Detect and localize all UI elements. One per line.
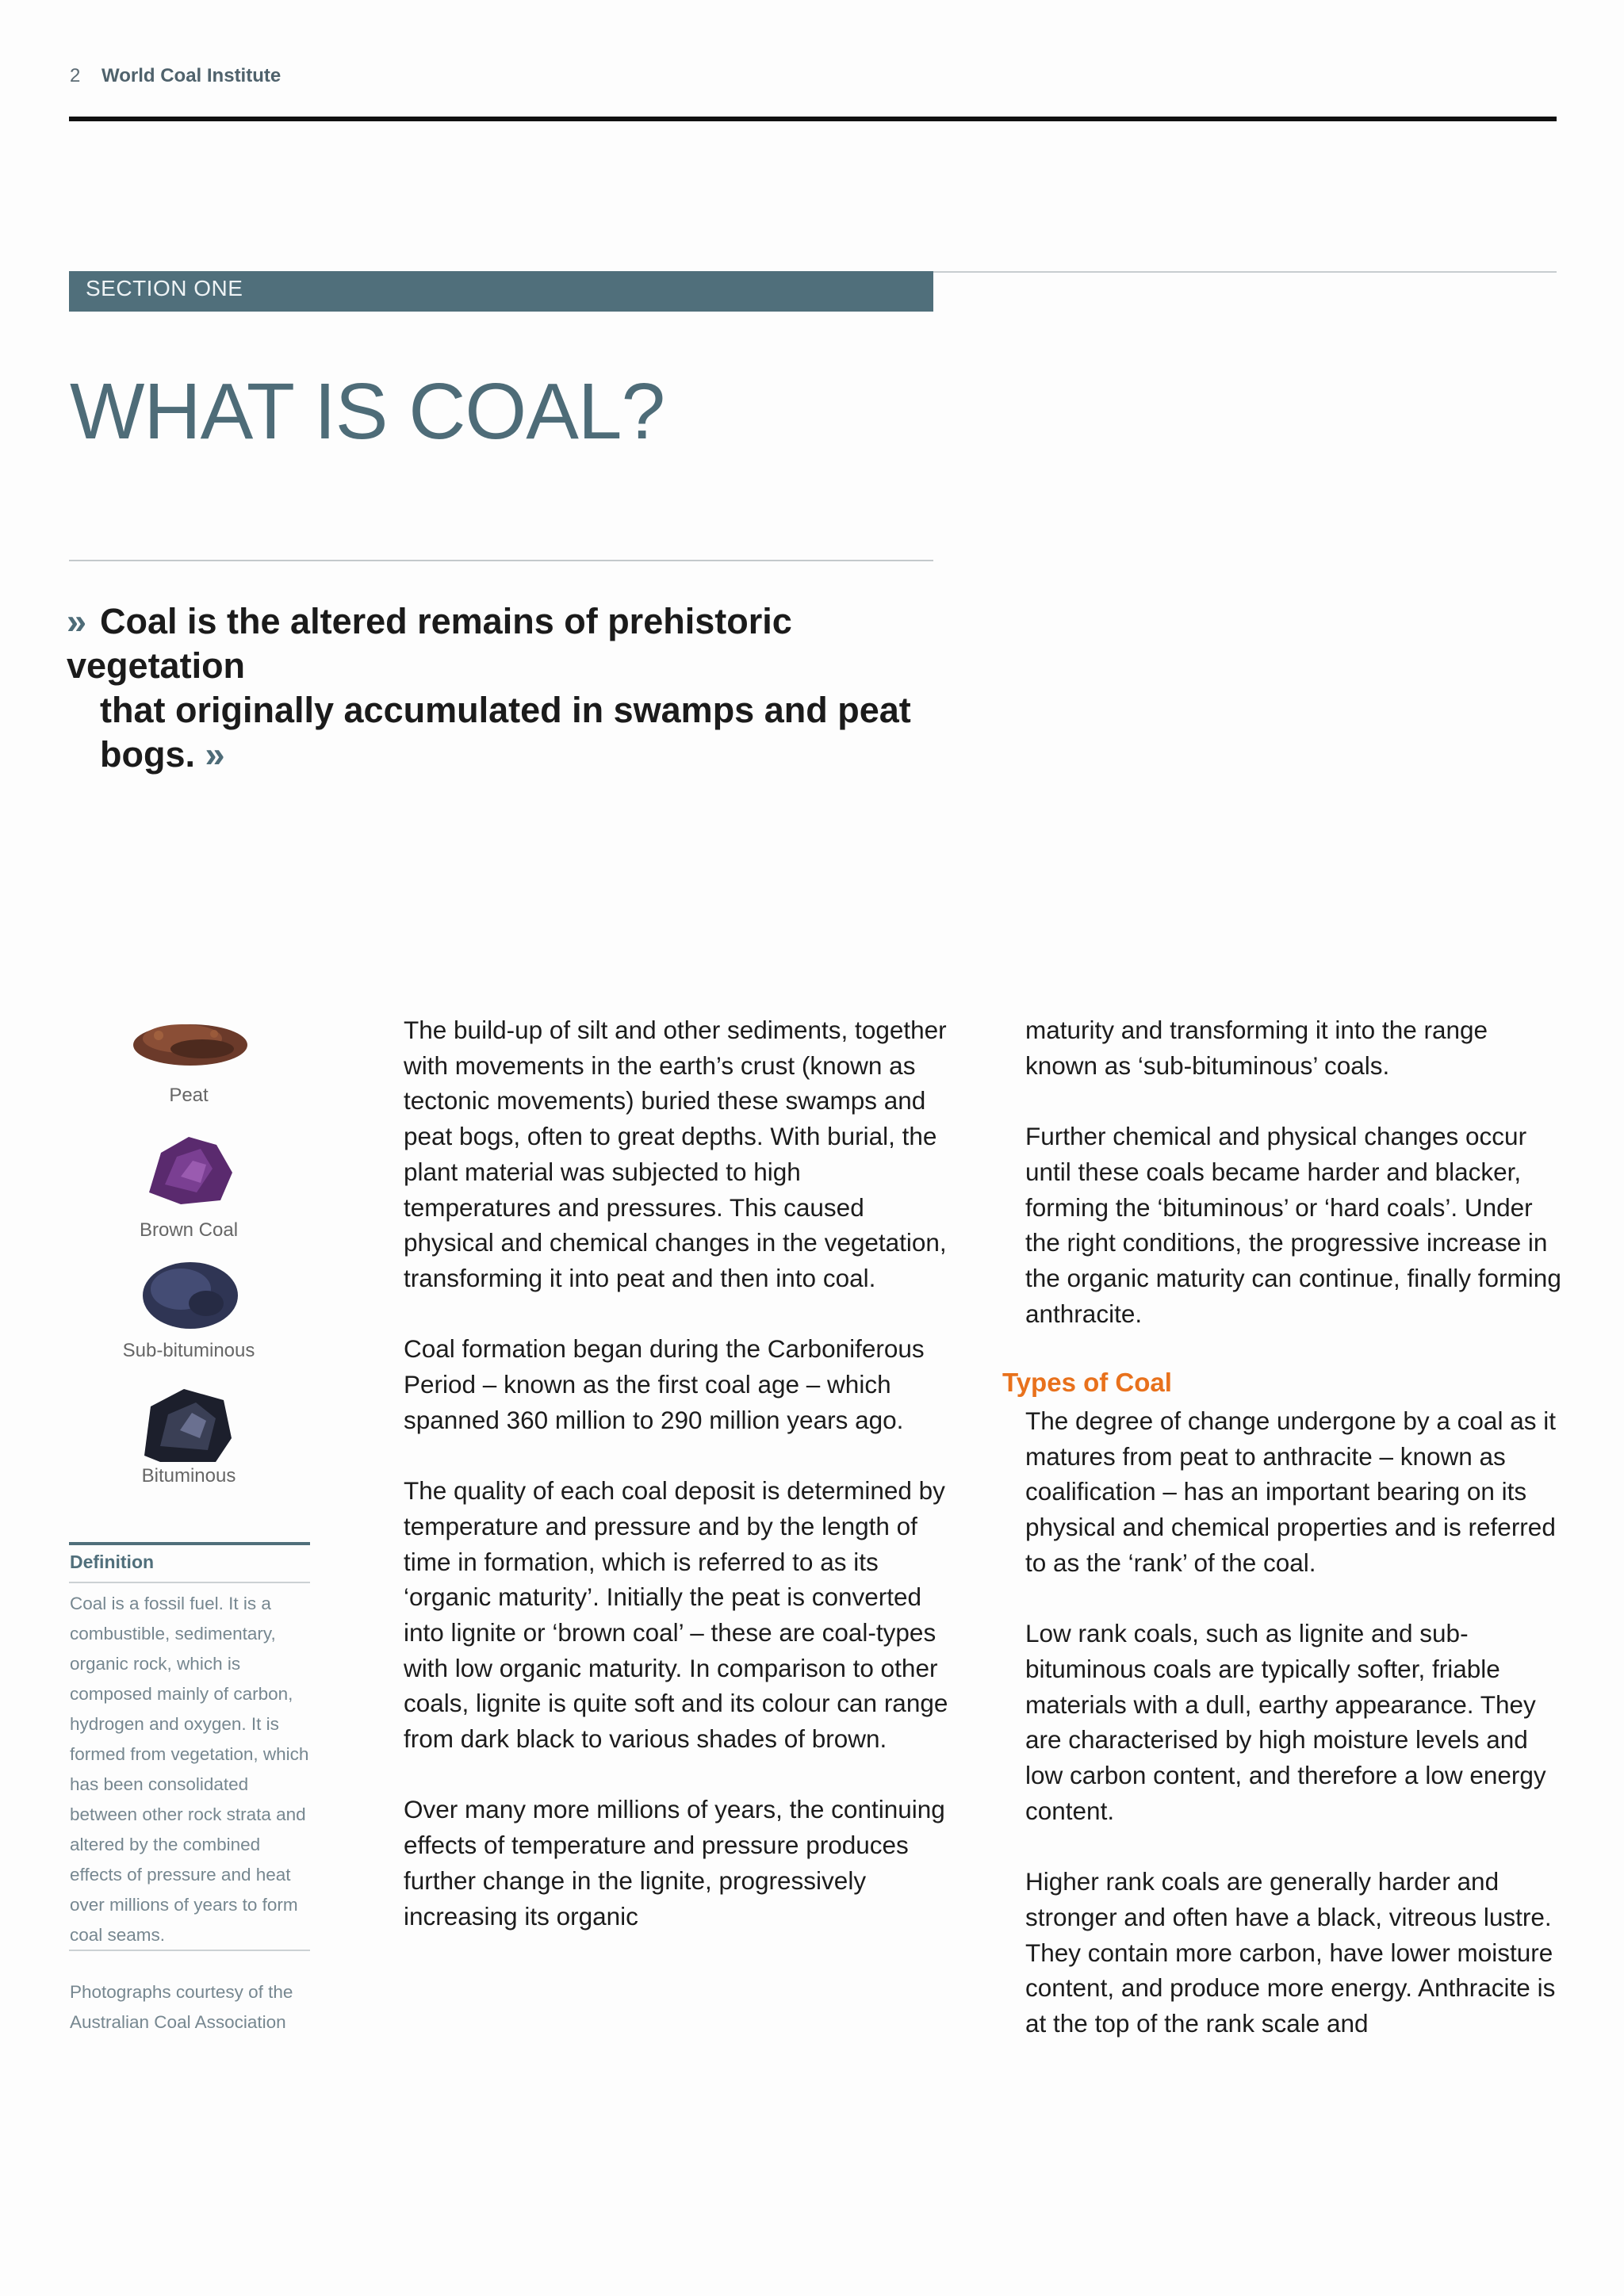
header-org-name: World Coal Institute xyxy=(102,65,282,86)
pull-quote xyxy=(67,599,955,777)
body-paragraph: Higher rank coals are generally harder and stronger and often have a black, vitreous lustre. They contain more carbon, have lower moisture content, and produce more energy. Anthracite is at the top of the rank scale and xyxy=(1025,1867,1556,2038)
coal-label-bituminous: Bituminous xyxy=(141,1465,236,1487)
sub-bituminous-photo xyxy=(135,1256,246,1332)
body-column-2-continued xyxy=(1025,1403,1565,2076)
section-thin-rule xyxy=(933,271,1557,273)
body-column-2 xyxy=(1025,1012,1565,1367)
page-title: WHAT IS COAL? xyxy=(70,367,665,456)
header-rule xyxy=(69,117,1557,121)
definition-bottom-rule xyxy=(69,1950,310,1951)
coal-label-brown-coal: Brown Coal xyxy=(139,1219,239,1241)
quote-close-icon: » xyxy=(205,734,225,775)
photo-credit: Photographs courtesy of the Australian Coal Association xyxy=(70,1982,293,2032)
body-paragraph: Coal formation began during the Carboniferous Period – known as the first coal age – which spanned 360 million to 290 million years ago. xyxy=(404,1334,925,1434)
definition-body: Coal is a fossil fuel. It is a combustible, sedimentary, organic rock, which is composed mainly of carbon, hydrogen and oxygen. It is formed from vegetation, which has been consolidated between other rock strata and altered by the combined effects of pressure and heat over millions of years to form coal seams. xyxy=(70,1594,309,1945)
body-paragraph: The degree of change undergone by a coal as it matures from peat to anthracite – known as coalification – has an important bearing on its physical and chemical properties and is referred to as the ‘rank’ of the coal. xyxy=(1025,1406,1556,1577)
body-paragraph: Low rank coals, such as lignite and sub-bituminous coals are typically softer, friable materials with a dull, earthy appearance. They are characterised by high moisture levels and low carbon content, and therefore a low energy content. xyxy=(1025,1619,1546,1825)
coal-label-sub-bituminous: Sub-bituminous xyxy=(122,1340,255,1361)
body-paragraph: maturity and transforming it into the range known as ‘sub-bituminous’ coals. xyxy=(1025,1016,1488,1080)
body-paragraph: Further chemical and physical changes occur until these coals became harder and blacker, forming the ‘bituminous’ or ‘hard coals’. Under the right conditions, the progressive increase in the organic maturity can continue, finally forming anthracite. xyxy=(1025,1122,1561,1328)
coal-label-peat: Peat xyxy=(169,1085,209,1106)
title-rule xyxy=(69,560,933,561)
definition-top-rule xyxy=(69,1542,310,1545)
body-paragraph: Over many more millions of years, the continuing effects of temperature and pressure produces further change in the lignite, progressively increasing its organic xyxy=(404,1795,945,1931)
pull-quote-line-1: Coal is the altered remains of prehistoric vegetation xyxy=(67,601,792,686)
definition-separator xyxy=(69,1582,310,1583)
brown-coal-photo xyxy=(133,1129,244,1208)
definition-title: Definition xyxy=(70,1552,155,1572)
types-of-coal-heading: Types of Coal xyxy=(1002,1368,1172,1397)
peat-photo xyxy=(127,1005,254,1069)
body-paragraph: The build-up of silt and other sediments, together with movements in the earth’s crust (known as tectonic movements) buried these swamps and peat bogs, often to great depths. With burial, the plant material was subjected to high temperatures and pressures. This caused physical and chemical changes in the vegetation, transforming it into peat and then into coal. xyxy=(404,1016,947,1292)
body-paragraph: The quality of each coal deposit is determined by temperature and pressure and by the length of time in formation, which is referred to as its ‘organic maturity’. Initially the peat is converted into lignite or ‘brown coal’ – these are coal-types with low organic maturity. In comparison to other coals, lignite is quite soft and its colour can range from dark black to various shades of brown. xyxy=(404,1476,948,1754)
quote-open-icon: » xyxy=(67,601,87,641)
page-number: 2 xyxy=(70,65,81,86)
bituminous-photo xyxy=(136,1383,239,1465)
body-column-1 xyxy=(404,1012,951,1969)
pull-quote-line-2: that originally accumulated in swamps and peat bogs. xyxy=(100,690,911,775)
section-label: SECTION ONE xyxy=(86,276,243,300)
